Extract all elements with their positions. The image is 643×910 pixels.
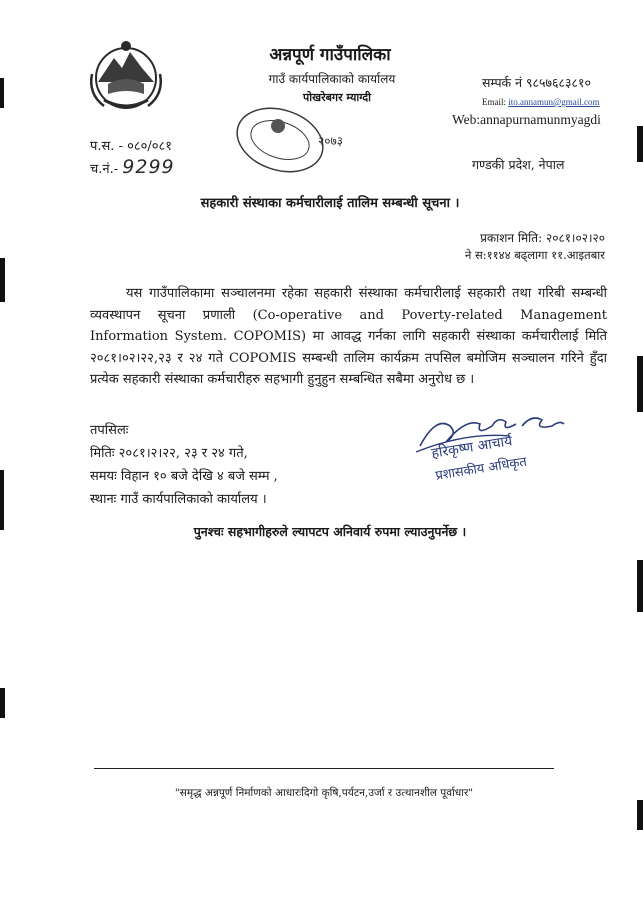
signatory-post: प्रशासकीय अधिकृत xyxy=(434,454,528,484)
nepal-emblem-icon xyxy=(84,34,168,118)
scan-edge-mark xyxy=(0,688,5,718)
contact-email xyxy=(482,97,600,107)
office-location: पोखरेबगर म्याग्दी xyxy=(303,91,371,104)
scan-edge-mark xyxy=(0,78,4,108)
reference-ps: प.स. - ०८०/०८१ xyxy=(90,139,173,154)
scan-edge-mark xyxy=(637,800,643,830)
registration-line: ने स:११४४ बढ्लागा ११.आइतबार xyxy=(464,248,605,262)
cn-label: च.नं.- xyxy=(90,162,119,177)
details-date: मितिः २०८१।२।२२, २३ र २४ गते, xyxy=(90,446,248,461)
seal-year: २०७३ xyxy=(318,134,343,148)
notice-body xyxy=(90,283,607,391)
scan-edge-mark xyxy=(0,258,5,302)
signatory-name: हरिकृष्ण आचार्य xyxy=(430,433,514,462)
contact-province: गण्डकी प्रदेश, नेपाल xyxy=(472,157,565,172)
publish-date: प्रकाशन मिति: २०८१।०२।२० xyxy=(480,231,605,245)
footer-divider xyxy=(94,768,554,769)
notice-subject: सहकारी संस्थाका कर्मचारीलाई तालिम सम्बन्धी सूचना । xyxy=(200,196,460,211)
details-time: समयः विहान १० बजे देखि ४ बजे सम्म , xyxy=(90,469,278,484)
municipality-title: अन्नपूर्ण गाउँपालिका xyxy=(269,45,391,65)
scan-edge-mark xyxy=(637,356,643,412)
postscript-note: पुनश्चः सहभागीहरुले ल्यापटप अनिवार्य रुपमा ल्याउनुपर्नेछ । xyxy=(193,524,467,539)
details-venue: स्थानः गाउँ कार्यपालिकाको कार्यालय । xyxy=(90,492,267,507)
body-paragraph: यस गाउँपालिकामा सञ्चालनमा रहेका सहकारी संस्थाका कर्मचारीलाई सहकारी तथा गरिबी सम्बन्धी व्यवस्थापन सूचना प्रणाली (Co-operative and Poverty-related Management Information System. COPOMIS) मा आवद्ध गर्नका लागि सहकारी संस्थाका कर्मचारीलाई मिति २०८१।०२।२२,२३ र २४ गते COPOMIS सम्बन्धी तालिम कार्यक्रम तपसिल बमोजिम सञ्चालन गरिने हुँदा प्रत्येक सहकारी संस्थाका कर्मचारीहरु सहभागी हुनुहुन सम्बन्धित सबैमा अनुरोध छ । xyxy=(90,286,607,388)
contact-web: Web:annapurnamunmyagdi xyxy=(452,112,601,127)
email-label: Email: xyxy=(482,97,506,107)
scan-edge-mark xyxy=(637,560,643,612)
office-name: गाउँ कार्यपालिकाको कार्यालय xyxy=(268,72,396,86)
footer-motto: "समृद्ध अन्नपूर्ण निर्माणको आधारःदिगो कृषि,पर्यटन,उर्जा र उत्थानशील पूर्वाधार" xyxy=(174,787,474,799)
reference-cn xyxy=(90,156,175,178)
email-link[interactable]: ito.annamun@gmail.com xyxy=(508,97,600,107)
scan-edge-mark xyxy=(637,126,643,162)
scan-edge-mark xyxy=(0,470,4,530)
contact-phone: सम्पर्क नं ९८५७६८३८१० xyxy=(482,75,592,90)
cn-value: 9299 xyxy=(122,156,175,178)
details-label: तपसिलः xyxy=(90,423,129,438)
